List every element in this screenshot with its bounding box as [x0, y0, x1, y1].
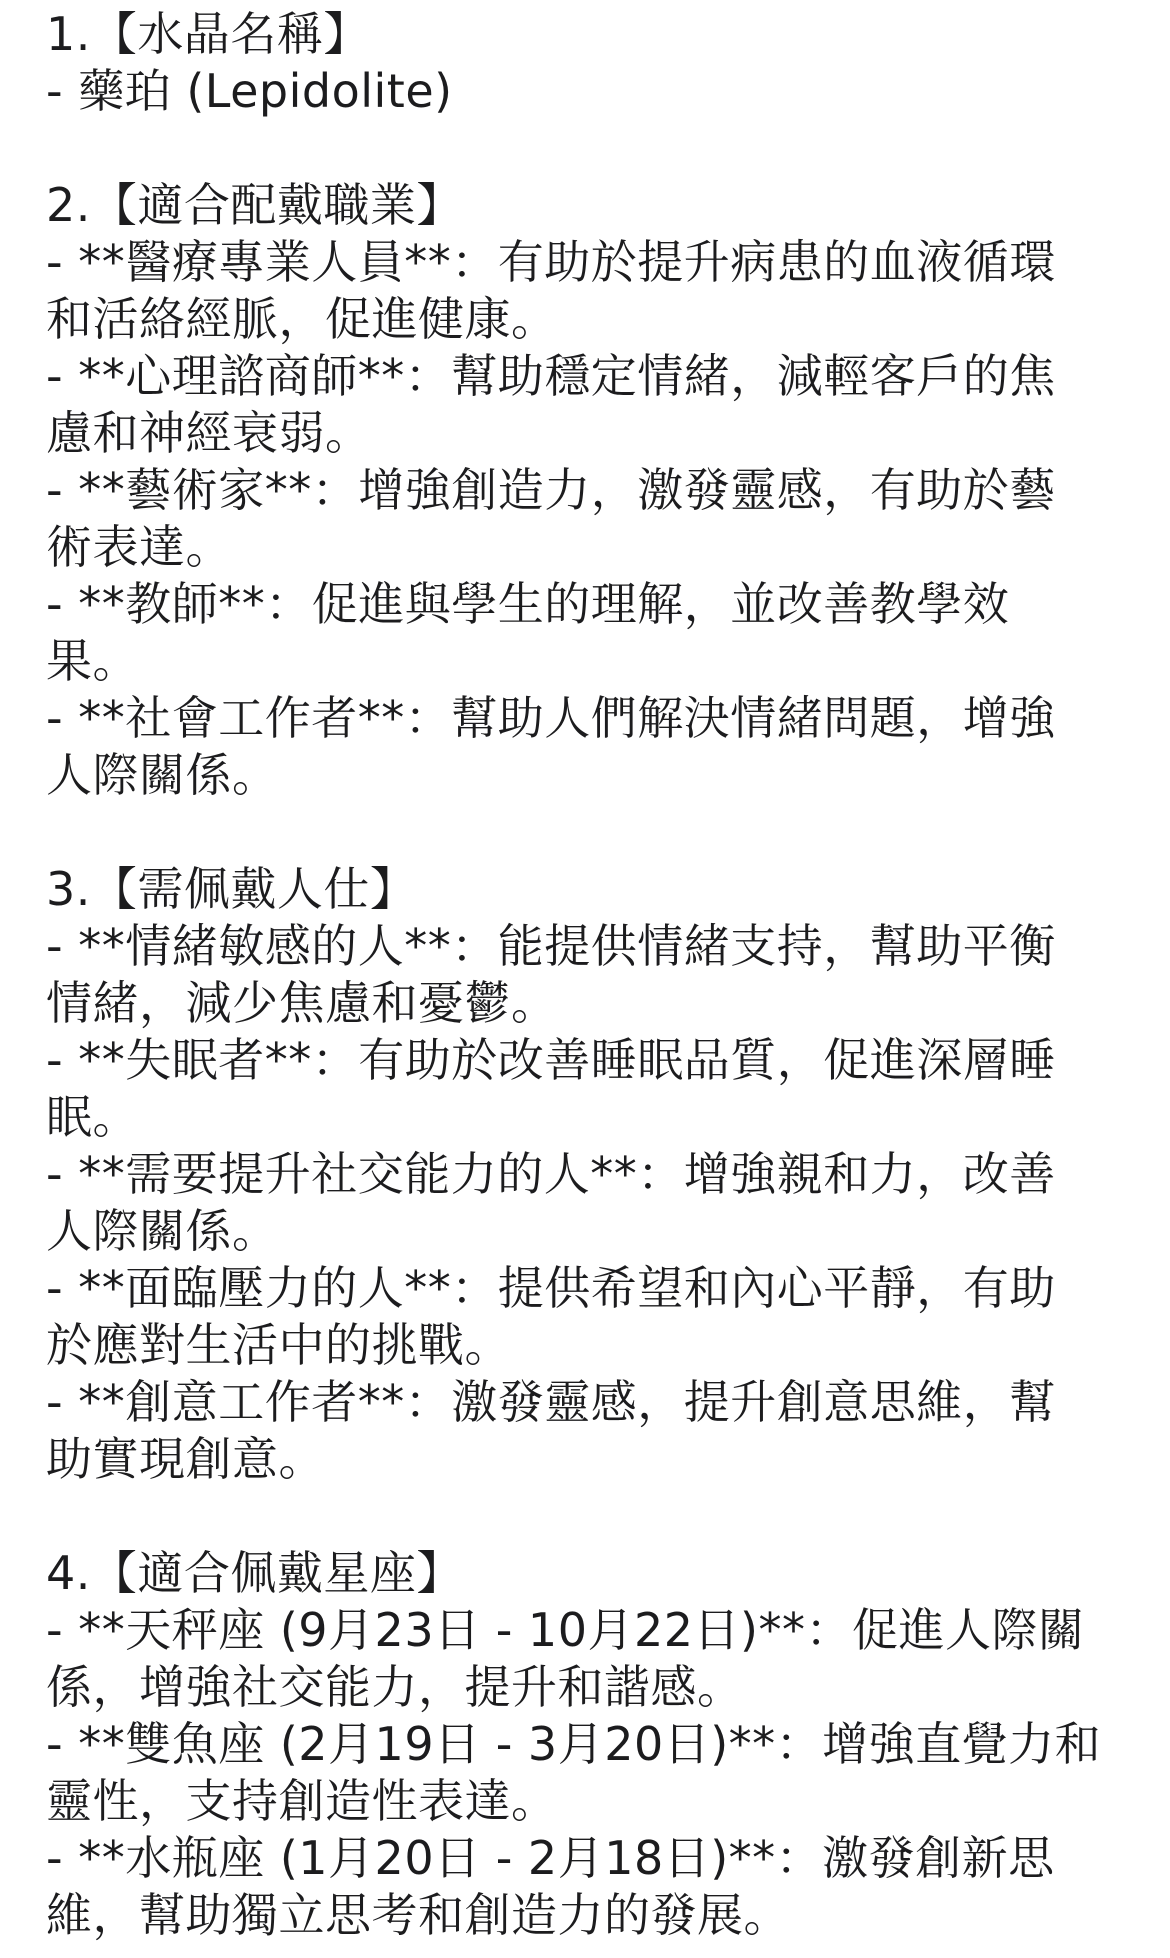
text-line: - 藥珀 (Lepidolite): [46, 64, 453, 118]
section-suitable-professions: [46, 177, 1136, 804]
text-line: 人際關係。: [46, 1204, 279, 1258]
text-line: - **需要提升社交能力的人**：增強親和力，改善: [46, 1147, 1056, 1201]
text-line: - **藝術家**：增強創造力，激發靈感，有助於藝: [46, 463, 1056, 517]
document-body: [46, 6, 1136, 1944]
text-line: - **教師**：促進與學生的理解，並改善教學效: [46, 577, 1010, 631]
text-line: - **創意工作者**：激發靈感，提升創意思維，幫: [46, 1375, 1056, 1429]
text-line: - **社會工作者**：幫助人們解決情緒問題，增強: [46, 691, 1056, 745]
blank-line: [46, 804, 1136, 861]
text-line: 情緒，減少焦慮和憂鬱。: [46, 976, 558, 1030]
text-line: 靈性，支持創造性表達。: [46, 1774, 558, 1828]
blank-line: [46, 1488, 1136, 1545]
text-line: - **醫療專業人員**：有助於提升病患的血液循環: [46, 235, 1056, 289]
text-line: - **天秤座 (9月23日 - 10月22日)**：促進人際關: [46, 1603, 1085, 1657]
text-line: 果。: [46, 634, 139, 688]
text-line: - **情緒敏感的人**：能提供情緒支持，幫助平衡: [46, 919, 1056, 973]
section-people-who-need: [46, 861, 1136, 1488]
section-heading: 3.【需佩戴人仕】: [46, 862, 417, 916]
text-line: - **水瓶座 (1月20日 - 2月18日)**：激發創新思: [46, 1831, 1055, 1885]
text-line: 和活絡經脈，促進健康。: [46, 292, 558, 346]
text-line: - **失眠者**：有助於改善睡眠品質，促進深層睡: [46, 1033, 1056, 1087]
text-line: 慮和神經衰弱。: [46, 406, 372, 460]
text-line: 係，增強社交能力，提升和諧感。: [46, 1660, 744, 1714]
section-heading: 4.【適合佩戴星座】: [46, 1546, 463, 1600]
text-line: - **心理諮商師**：幫助穩定情緒，減輕客戶的焦: [46, 349, 1056, 403]
text-line: 維，幫助獨立思考和創造力的發展。: [46, 1888, 790, 1942]
blank-line: [46, 120, 1136, 177]
text-line: 助實現創意。: [46, 1432, 325, 1486]
section-suitable-zodiac: [46, 1545, 1136, 1944]
text-line: - **面臨壓力的人**：提供希望和內心平靜，有助: [46, 1261, 1056, 1315]
text-line: 術表達。: [46, 520, 232, 574]
section-crystal-name: [46, 6, 1136, 120]
text-line: 於應對生活中的挑戰。: [46, 1318, 511, 1372]
section-heading: 2.【適合配戴職業】: [46, 178, 463, 232]
text-line: 人際關係。: [46, 748, 279, 802]
text-line: 眠。: [46, 1090, 139, 1144]
text-line: - **雙魚座 (2月19日 - 3月20日)**：增強直覺力和: [46, 1717, 1102, 1771]
section-heading: 1.【水晶名稱】: [46, 7, 370, 61]
